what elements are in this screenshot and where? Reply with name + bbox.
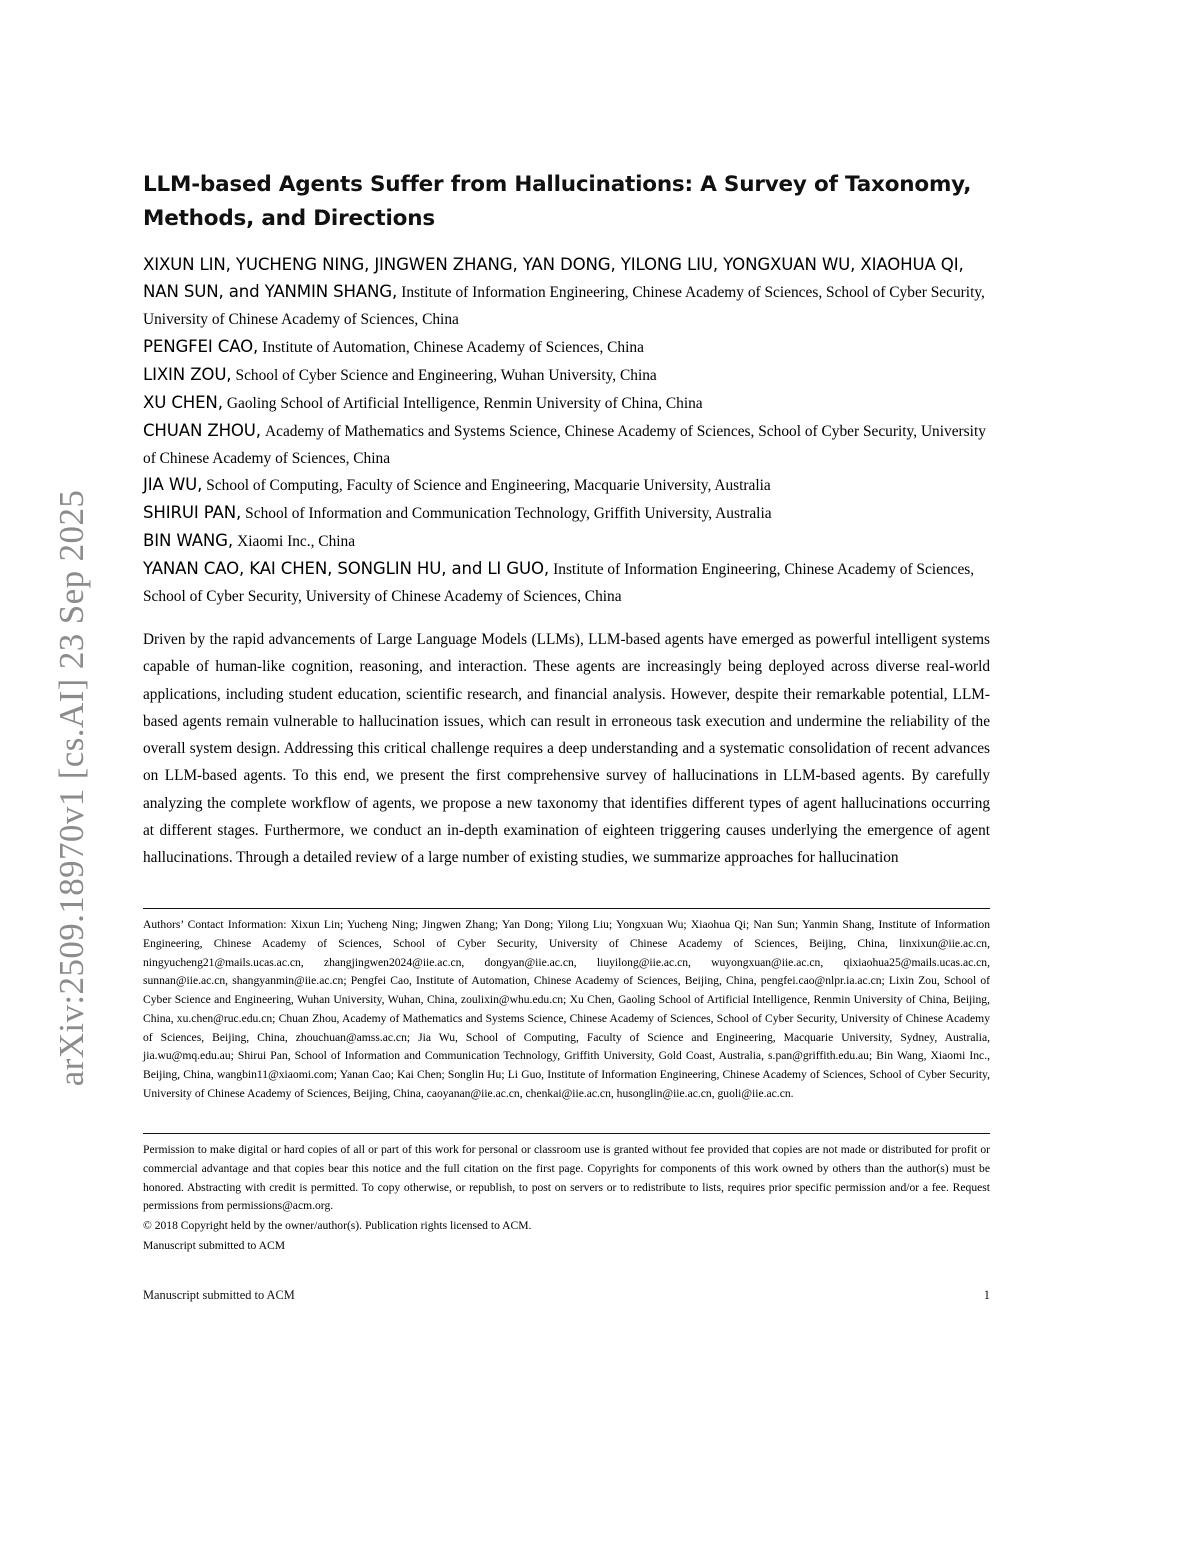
author-affiliation: Institute of Information Engineering, Chinese Academy of Sciences, School of Cyber Security, University of Chinese Academy of Sciences, China bbox=[143, 283, 985, 328]
author-affiliation: Academy of Mathematics and Systems Science, Chinese Academy of Sciences, School of Cyber Security, University of Chinese Academy of Sciences, China bbox=[143, 422, 986, 467]
manuscript-line: Manuscript submitted to ACM bbox=[143, 1238, 286, 1252]
author-affiliation: Institute of Automation, Chinese Academy of Sciences, China bbox=[262, 338, 644, 356]
author-block bbox=[143, 500, 990, 527]
author-block bbox=[143, 390, 990, 417]
author-affiliation: Institute of Information Engineering, Chinese Academy of Sciences, School of Cyber Security, University of Chinese Academy of Sciences, China bbox=[143, 561, 975, 606]
page-number: 1 bbox=[983, 1288, 990, 1302]
paper-content bbox=[143, 168, 990, 871]
author-block bbox=[143, 472, 990, 499]
author-names: PENGFEI CAO, bbox=[143, 336, 259, 356]
author-names: SHIRUI PAN, bbox=[143, 503, 242, 523]
author-names: LIXIN ZOU, bbox=[143, 364, 232, 384]
author-names: CHUAN ZHOU, bbox=[143, 420, 261, 440]
permission-section bbox=[143, 1133, 990, 1255]
author-names: YANAN CAO, KAI CHEN, SONGLIN HU, and LI GUO, bbox=[143, 559, 550, 579]
page-footer bbox=[143, 1288, 990, 1303]
author-block bbox=[143, 528, 990, 555]
footer-left-text: Manuscript submitted to ACM bbox=[143, 1288, 295, 1302]
authors-contact-section bbox=[143, 908, 990, 1104]
author-affiliation: Xiaomi Inc., China bbox=[237, 533, 356, 551]
permission-notice: Permission to make digital or hard copies of all or part of this work for personal or classroom use is granted without fee provided that copies are not made or distributed for profit or commercial advantage and that copies bear this notice and the full citation on the first page. Copyrights for components of this work owned by others than the author(s) must be honored. Abstracting with credit is permitted. To copy otherwise, or republish, to post on servers or to redistribute to lists, requires prior specific permission and/or a fee. Request permissions from permissions@acm.org. bbox=[143, 1143, 990, 1213]
author-affiliation: Gaoling School of Artificial Intelligence, Renmin University of China, China bbox=[226, 394, 703, 412]
author-names: XU CHEN, bbox=[143, 392, 223, 412]
author-list bbox=[143, 252, 990, 610]
author-block bbox=[143, 556, 990, 610]
author-names: XIXUN LIN, YUCHENG NING, JINGWEN ZHANG, YAN DONG, YILONG LIU, YONGXUAN WU, XIAOHUA QI, NAN SUN, and YANMIN SHANG, bbox=[143, 254, 964, 301]
author-block bbox=[143, 334, 990, 361]
author-affiliation: School of Computing, Faculty of Science and Engineering, Macquarie University, Australia bbox=[206, 477, 771, 495]
author-block bbox=[143, 418, 990, 472]
author-affiliation: School of Information and Communication Technology, Griffith University, Australia bbox=[245, 505, 772, 523]
author-names: BIN WANG, bbox=[143, 531, 234, 551]
arxiv-stamp: arXiv:2509.18970v1 [cs.AI] 23 Sep 2025 bbox=[52, 489, 91, 1087]
author-names: JIA WU, bbox=[143, 475, 203, 495]
page-title: LLM-based Agents Suffer from Hallucinations: A Survey of Taxonomy, Methods, and Directions bbox=[143, 172, 972, 231]
author-block bbox=[143, 362, 990, 389]
author-affiliation: School of Cyber Science and Engineering, Wuhan University, China bbox=[235, 366, 657, 384]
author-block bbox=[143, 252, 990, 333]
authors-contact-information: Authors’ Contact Information: Xixun Lin; Yucheng Ning; Jingwen Zhang; Yan Dong; Yilong Liu; Yongxuan Wu; Xiaohua Qi; Nan Sun; Yanmin Shang, Institute of Information Engineering, Chinese Academy of Sciences, School of Cyber Security, University of Chinese Academy of Sciences, Beijing, China, linxixun@iie.ac.cn, ningyucheng21@mails.ucas.ac.cn, zhangjingwen2024@iie.ac.cn, dongyan@iie.ac.cn, liuyilong@iie.ac.cn, wuyongxuan@iie.ac.cn, qixiaohua25@mails.ucas.ac.cn, sunnan@iie.ac.cn, shangyanmin@iie.ac.cn; Pengfei Cao, Institute of Automation, Chinese Academy of Sciences, Beijing, China, pengfei.cao@nlpr.ia.ac.cn; Lixin Zou, School of Cyber Science and Engineering, Wuhan University, Wuhan, China, zoulixin@whu.edu.cn; Xu Chen, Gaoling School of Artificial Intelligence, Renmin University of China, Beijing, China, xu.chen@ruc.edu.cn; Chuan Zhou, Academy of Mathematics and Systems Science, Chinese Academy of Sciences, School of Cyber Security, University of Chinese Academy of Sciences, Beijing, China, zhouchuan@amss.ac.cn; Jia Wu, School of Computing, Faculty of Science and Engineering, Macquarie University, Sydney, Australia, jia.wu@mq.edu.au; Shirui Pan, School of Information and Communication Technology, Griffith University, Gold Coast, Australia, s.pan@griffith.edu.au; Bin Wang, Xiaomi Inc., Beijing, China, wangbin11@xiaomi.com; Yanan Cao; Kai Chen; Songlin Hu; Li Guo, Institute of Information Engineering, Chinese Academy of Sciences, School of Cyber Security, University of Chinese Academy of Sciences, Beijing, China, caoyanan@iie.ac.cn, chenkai@iie.ac.cn, husonglin@iie.ac.cn, guoli@iie.ac.cn. bbox=[143, 918, 990, 1101]
abstract-text: Driven by the rapid advancements of Large Language Models (LLMs), LLM-based agents have emerged as powerful intelligent systems capable of human-like cognition, reasoning, and interaction. These agents are increasingly being deployed across diverse real-world applications, including student education, scientific research, and financial analysis. However, despite their remarkable potential, LLM-based agents remain vulnerable to hallucination issues, which can result in erroneous task execution and undermine the reliability of the overall system design. Addressing this critical challenge requires a deep understanding and a systematic consolidation of recent advances on LLM-based agents. To this end, we present the first comprehensive survey of hallucinations in LLM-based agents. By carefully analyzing the complete workflow of agents, we propose a new taxonomy that identifies different types of agent hallucinations occurring at different stages. Furthermore, we conduct an in-depth examination of eighteen triggering causes underlying the emergence of agent hallucinations. Through a detailed review of a large number of existing studies, we summarize approaches for hallucination bbox=[143, 631, 990, 866]
copyright-line: © 2018 Copyright held by the owner/author(s). Publication rights licensed to ACM. bbox=[143, 1219, 532, 1233]
